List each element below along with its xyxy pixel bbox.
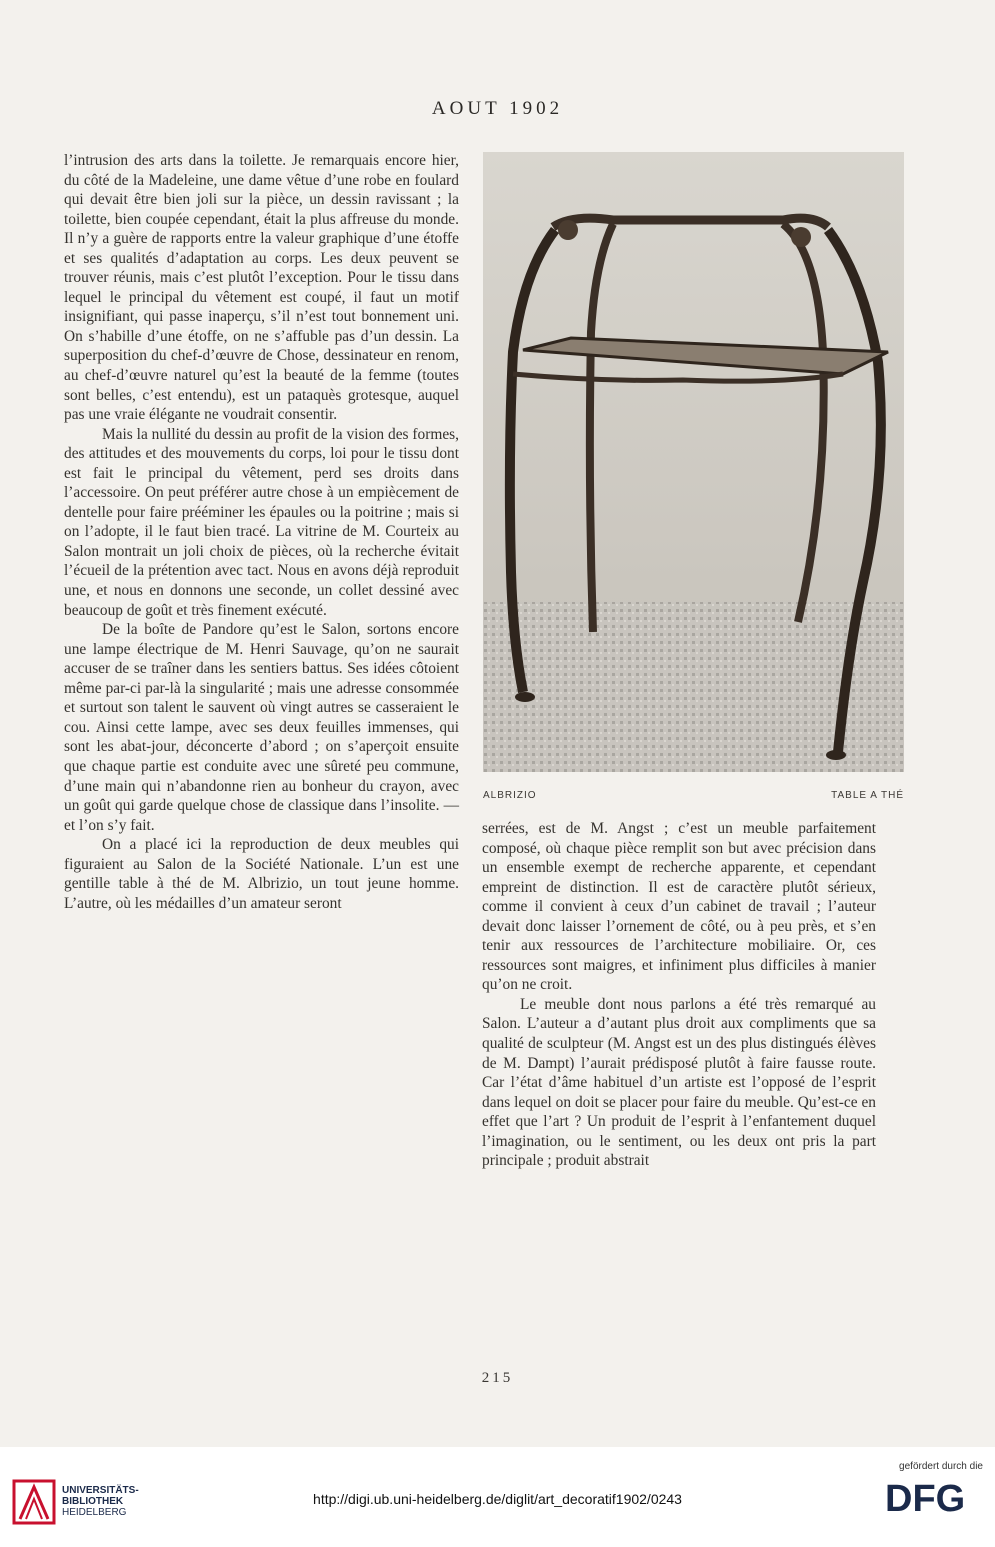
left-text-column xyxy=(64,151,459,913)
page-number: 215 xyxy=(481,1370,514,1386)
library-line: BIBLIOTHEK xyxy=(62,1496,124,1507)
library-line: UNIVERSITÄTS- xyxy=(62,1485,139,1496)
paragraph: Le meuble dont nous parlons a été très remarqué au Salon. L’auteur a d’autant plus droit aux compliments que sa qualité de sculpteur (M. Angst est un des plus distingués élèves de M. Dampt) l’aurait prédisposé plutôt à faire fausse route. Car l’état d’âme habituel d’un artiste est l’opposé de l’esprit dans lequel on doit se placer pour faire du meuble. Qu’est-ce en effet que l’art ? Un produit de l’esprit à l’enfantement duquel l’imagination, ou le sentiment, ou les deux ont pris la part principale ; produit abstrait xyxy=(482,995,876,1170)
tea-table-photo xyxy=(483,152,904,772)
right-text-column xyxy=(482,819,876,1171)
funded-by-label: gefördert durch die xyxy=(899,1461,983,1472)
caption-artist: ALBRIZIO xyxy=(483,790,537,801)
library-line: HEIDELBERG xyxy=(62,1507,127,1518)
permalink-url[interactable]: http://digi.ub.uni-heidelberg.de/diglit/art_decoratif1902/0243 xyxy=(313,1491,682,1507)
paragraph: De la boîte de Pandore qu’est le Salon, sortons encore une lampe électrique de M. Henri Sauvage, qu’on ne saurait accuser de se traîner dans les sentiers battus. Ses idées côtoient même par-ci par-là la singularité ; mais une adresse consommée et surtout son talent le sauvent où vingt autres se casseraient le cou. Ainsi cette lampe, avec ses deux feuilles immenses, qui sont les abat-jour, déconcerte d’abord ; on s’aperçoit ensuite que chaque partie est conduite avec une sûreté peu commune, d’une main qui n’abandonne rien au bonheur du crayon, avec un goût qui garde quelque chose de classique dans l’insolite. — et l’on s’y fait. xyxy=(64,621,459,834)
caption-title: TABLE A THÉ xyxy=(831,790,904,801)
running-header: AOUT 1902 xyxy=(431,98,564,119)
paragraph: On a placé ici la reproduction de deux meubles qui figuraient au Salon de la Société Nationale. L’un est une gentille table à thé de M. Albrizio, un tout jeune homme. L’autre, où les médailles d’un amateur seront xyxy=(64,836,459,912)
paragraph: Mais la nullité du dessin au profit de la vision des formes, des attitudes et des mouvements du corps, loi pour le tissu dont est fait le principal du vêtement, perd ses droits dans l’accessoire. On peut préférer autre chose à un empiècement de dentelle pour faire prééminer les épaules ou la poitrine ; mais si on l’adopte, il le faut bien tracé. La vitrine de M. Courteix au Salon montrait un joli choix de pièces, où la recherche évitait l’écueil de la prétention avec tact. Nous en avons déjà reproduit une, et nous en donnons une seconde, un collet dessiné avec beaucoup de goût et très finement exécuté. xyxy=(64,425,459,619)
paragraph: l’intrusion des arts dans la toilette. Je remarquais encore hier, du côté de la Madeleine, une dame vêtue d’une robe en foulard qui devait être bien joli sur la pièce, un dessin ravissant ; la toilette, bien coupée cependant, était la plus affreuse du monde. Il n’y a guère de rapports entre la valeur graphique d’une étoffe et ses qualités d’adaptation au corps. Les deux peuvent se trouver réunis, mais c’est plutôt l’exception. Pour le tissu dans lequel le principal du vêtement est coupé, il faut un motif insignifiant, qui passe inaperçu, s’il n’est tout bonnement uni. On s’habille d’une étoffe, on ne s’affuble pas d’un dessin. La superposition du chef-d’œuvre de Chose, dessinateur en renom, au chef-d’œuvre naturel qu’est la beauté de la femme (toutes sont belles, c’est entendu), est un pataquès grotesque, auquel pas une vraie élégante ne voudrait consentir. xyxy=(64,152,459,424)
tea-table-illustration xyxy=(483,152,904,772)
paragraph: serrées, est de M. Angst ; c’est un meuble parfaitement composé, où chaque pièce remplit son but avec précision dans un ensemble exempt de recherche apparente, et cependant empreint de distinction. Il est de caractère plutôt sérieux, comme il convient à ceux d’un cabinet de travail ; l’auteur devait donc laisser l’ornement de côté, ou à peu près, et s’en tenir aux ressources de l’architecture mobiliaire. Or, ces ressources sont maigres, et infiniment plus difficiles à manier qu’on ne croit. xyxy=(482,820,876,994)
dfg-logo-text: DFG xyxy=(885,1478,966,1517)
digitization-footer xyxy=(0,1447,995,1547)
dfg-logo-icon xyxy=(885,1477,981,1517)
